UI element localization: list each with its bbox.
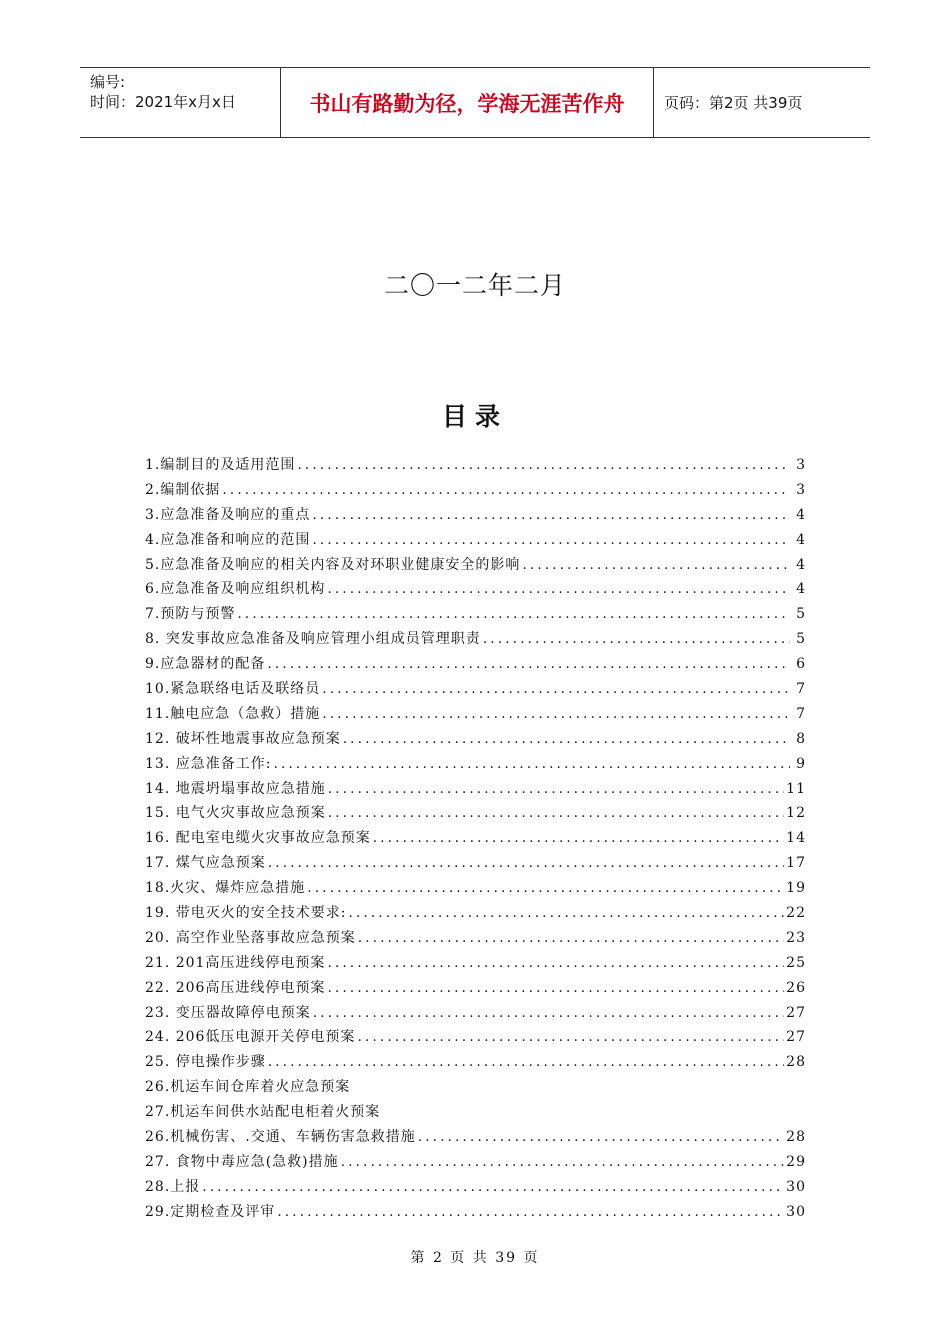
toc-dot-leader — [357, 1029, 784, 1045]
toc-dot-leader — [418, 1129, 784, 1145]
toc-dot-leader — [322, 706, 790, 722]
header-meta — [80, 68, 281, 137]
toc-entry-page: 17 — [786, 855, 806, 872]
toc-entry-page: 28 — [786, 1054, 806, 1071]
toc-dot-leader — [327, 581, 790, 597]
toc-entry-page: 12 — [786, 805, 806, 822]
toc-entry-page: 25 — [786, 954, 806, 971]
toc-entry-label: 7.预防与预警 — [145, 606, 236, 623]
toc-entry[interactable] — [145, 628, 806, 653]
toc-dot-leader — [322, 681, 790, 697]
toc-entry-label: 9.应急器材的配备 — [145, 656, 266, 673]
toc-entry[interactable] — [145, 479, 806, 504]
page-footer: 第 2 页 共 39 页 — [410, 1250, 540, 1266]
toc-dot-leader — [328, 805, 784, 821]
toc-entry-page: 22 — [786, 905, 806, 922]
toc-dot-leader — [202, 1179, 784, 1195]
toc-entry[interactable] — [145, 728, 806, 753]
toc-entry-page: 3 — [796, 481, 806, 498]
toc-entry[interactable] — [145, 1201, 806, 1226]
toc-entry-label: 6.应急准备及响应组织机构 — [145, 581, 326, 598]
toc-entry-page: 23 — [786, 929, 806, 946]
toc-entry[interactable] — [145, 1101, 806, 1126]
toc-entry-label: 3.应急准备及响应的重点 — [145, 506, 311, 523]
toc-entry-page: 5 — [796, 631, 806, 648]
toc-entry-label: 8. 突发事故应急准备及响应管理小组成员管理职责 — [145, 631, 481, 648]
toc-entry-page: 26 — [786, 979, 806, 996]
toc-entry-page: 8 — [796, 730, 806, 747]
toc-entry[interactable] — [145, 852, 806, 877]
page-header — [80, 67, 870, 138]
toc-entry[interactable] — [145, 678, 806, 703]
toc-entry[interactable] — [145, 703, 806, 728]
toc-entry-page: 5 — [796, 606, 806, 623]
toc-entry[interactable] — [145, 504, 806, 529]
toc-title: 目录 — [441, 402, 508, 431]
toc-entry-page: 6 — [796, 656, 806, 673]
toc-entry-page: 29 — [786, 1153, 806, 1170]
toc-entry-label: 17. 煤气应急预案 — [145, 855, 266, 872]
toc-entry-label: 21. 201高压进线停电预案 — [145, 954, 326, 971]
toc-entry-label: 29.定期检查及评审 — [145, 1203, 276, 1220]
toc-entry-label: 18.火灾、爆炸应急措施 — [145, 880, 306, 897]
toc-entry-page: 27 — [786, 1029, 806, 1046]
toc-dot-leader — [312, 532, 790, 548]
toc-dot-leader — [313, 1005, 784, 1021]
toc-entry-label: 13. 应急准备工作: — [145, 755, 272, 772]
toc-entry[interactable] — [145, 827, 806, 852]
toc-entry-label: 2.编制依据 — [145, 481, 221, 498]
toc-entry-page: 4 — [796, 506, 806, 523]
toc-entry-label: 22. 206高压进线停电预案 — [145, 979, 326, 996]
toc-entry[interactable] — [145, 1002, 806, 1027]
header-page-info: 页码：第2页 共39页 — [664, 94, 803, 112]
toc-dot-leader — [222, 482, 790, 498]
toc-entry-page: 9 — [796, 755, 806, 772]
toc-dot-leader — [273, 756, 790, 772]
toc-entry[interactable] — [145, 554, 806, 579]
toc-dot-leader — [327, 980, 784, 996]
toc-entry-page: 7 — [796, 681, 806, 698]
toc-entry[interactable] — [145, 1076, 806, 1101]
toc-entry-label: 10.紧急联络电话及联络员 — [145, 681, 321, 698]
toc-entry-label: 16. 配电室电缆火灾事故应急预案 — [145, 830, 371, 847]
toc-entry-page: 4 — [796, 556, 806, 573]
toc-entry-page: 3 — [796, 457, 806, 473]
toc-dot-leader — [328, 781, 784, 797]
toc-entry[interactable] — [145, 952, 806, 977]
toc-dot-leader — [483, 631, 790, 647]
toc-entry[interactable] — [145, 778, 806, 803]
toc-dot-leader — [268, 1054, 784, 1070]
serial-label: 编号: — [90, 73, 126, 91]
toc-entry-page: 7 — [796, 705, 806, 722]
toc-entry[interactable] — [145, 529, 806, 554]
toc-entry-label: 26.机运车间仓库着火应急预案 — [145, 1079, 351, 1096]
toc-entry-label: 24. 206低压电源开关停电预案 — [145, 1029, 356, 1046]
toc-dot-leader — [267, 656, 790, 672]
toc-entry-label: 26.机械伤害、.交通、车辆伤害急救措施 — [145, 1129, 416, 1146]
toc-entry-page: 11 — [786, 780, 806, 797]
toc-entry-page: 19 — [786, 880, 806, 897]
toc-entry-label: 19. 带电灭火的安全技术要求: — [145, 905, 347, 922]
toc-entry-page: 30 — [786, 1178, 806, 1195]
toc-entry[interactable] — [145, 977, 806, 1002]
toc-entry[interactable] — [145, 927, 806, 952]
toc-entry[interactable] — [145, 877, 806, 902]
toc-entry-label: 27. 食物中毒应急(急救)措施 — [145, 1153, 339, 1170]
toc-dot-leader — [348, 905, 784, 921]
toc-entry-label: 14. 地震坍塌事故应急措施 — [145, 780, 326, 797]
toc-entry-page: 4 — [796, 581, 806, 598]
toc-entry-page: 14 — [786, 830, 806, 847]
toc-dot-leader — [373, 830, 784, 846]
toc-entry[interactable] — [145, 902, 806, 927]
toc-entry[interactable] — [145, 1176, 806, 1201]
toc-entry-label: 11.触电应急（急救）措施 — [145, 705, 321, 722]
toc-entry-label: 15. 电气火灾事故应急预案 — [145, 805, 326, 822]
toc-entry-label: 27.机运车间供水站配电柜着火预案 — [145, 1104, 381, 1121]
toc-dot-leader — [522, 557, 790, 573]
toc-entry-label: 5.应急准备及响应的相关内容及对环职业健康安全的影响 — [145, 556, 521, 573]
toc-dot-leader — [341, 1154, 785, 1170]
toc-entry[interactable] — [145, 1151, 806, 1176]
time-label: 时间：2021年x月x日 — [90, 93, 236, 111]
toc-entry-label: 12. 破坏性地震事故应急预案 — [145, 730, 341, 747]
toc-entry[interactable] — [145, 1026, 806, 1051]
toc-dot-leader — [297, 457, 790, 473]
toc-entry-page: 27 — [786, 1004, 806, 1021]
toc-entry[interactable] — [145, 603, 806, 628]
toc-entry-label: 20. 高空作业坠落事故应急预案 — [145, 929, 356, 946]
table-of-contents — [145, 454, 806, 1226]
toc-entry-label: 4.应急准备和响应的范围 — [145, 531, 311, 548]
toc-dot-leader — [358, 930, 784, 946]
header-motto: 书山有路勤为径，学海无涯苦作舟 — [281, 68, 654, 137]
toc-entry-label: 25. 停电操作步骤 — [145, 1054, 266, 1071]
toc-entry[interactable] — [145, 753, 806, 778]
toc-dot-leader — [277, 1204, 784, 1220]
toc-entry[interactable] — [145, 1051, 806, 1076]
toc-dot-leader — [268, 855, 784, 871]
toc-entry-page: 30 — [786, 1203, 806, 1220]
toc-dot-leader — [327, 955, 784, 971]
toc-dot-leader — [343, 731, 790, 747]
toc-entry-label: 1.编制目的及适用范围 — [145, 457, 296, 473]
toc-dot-leader — [307, 880, 784, 896]
toc-entry-label: 28.上报 — [145, 1178, 201, 1195]
toc-entry[interactable] — [145, 454, 806, 479]
toc-entry-label: 23. 变压器故障停电预案 — [145, 1004, 311, 1021]
toc-entry[interactable] — [145, 653, 806, 678]
toc-dot-leader — [312, 507, 790, 523]
toc-entry[interactable] — [145, 1126, 806, 1151]
toc-dot-leader — [237, 606, 790, 622]
toc-entry-page: 4 — [796, 531, 806, 548]
toc-entry-page: 28 — [786, 1129, 806, 1146]
toc-entry[interactable] — [145, 802, 806, 827]
toc-entry[interactable] — [145, 578, 806, 603]
date-title: 二〇一二年二月 — [383, 271, 566, 300]
